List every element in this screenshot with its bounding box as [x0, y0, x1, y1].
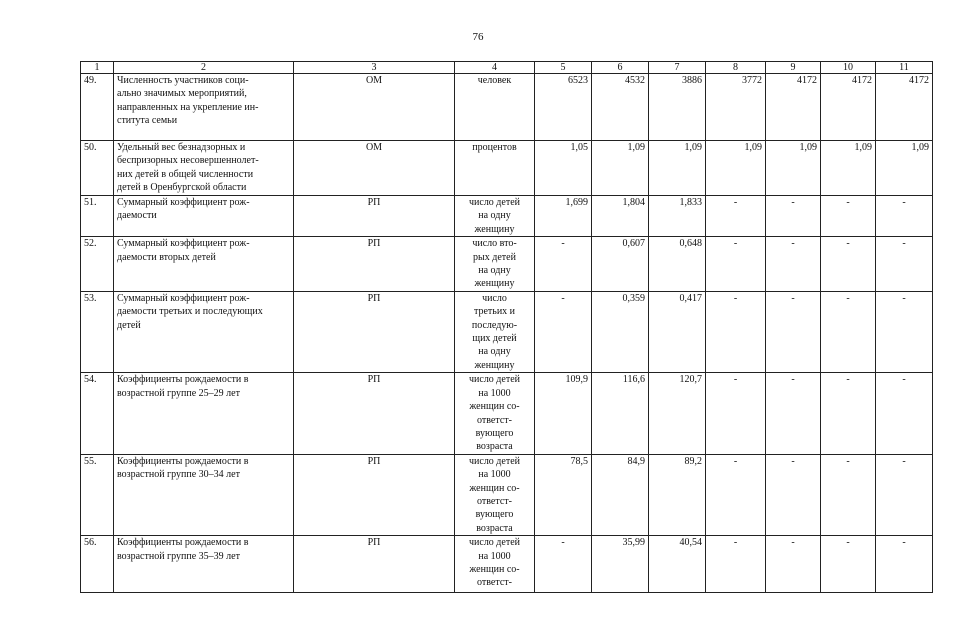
unit-line: на 1000 [478, 469, 511, 481]
indicator-name-line: Коэффициенты рождаемости в [117, 537, 249, 549]
indicator-name-cell [114, 291, 294, 372]
column-header: 1 [81, 62, 114, 74]
value-cell-9: 1,09 [766, 141, 821, 196]
value-cell-6: 84,9 [592, 454, 649, 535]
unit-line: на одну [478, 346, 511, 358]
unit-line: число вто- [472, 238, 517, 250]
unit-line: на 1000 [478, 387, 511, 399]
source-cell: РП [294, 373, 455, 454]
indicator-name-line: возрастной группе 25–29 лет [117, 387, 240, 399]
value-cell-11: - [876, 291, 933, 372]
value-cell-10: - [821, 196, 876, 237]
table-body [81, 74, 933, 593]
indicator-name-cell [114, 141, 294, 196]
value-cell-7: 1,833 [649, 196, 706, 237]
value-cell-7: 0,648 [649, 237, 706, 292]
unit-cell [455, 74, 535, 141]
unit-cell [455, 237, 535, 292]
table-row [81, 141, 933, 196]
indicator-name-cell [114, 237, 294, 292]
unit-line: ответст- [477, 495, 512, 507]
value-cell-5: - [535, 536, 592, 593]
unit-line: женщину [474, 278, 515, 290]
source-cell: ОМ [294, 141, 455, 196]
value-cell-5: - [535, 291, 592, 372]
value-cell-11: - [876, 237, 933, 292]
value-cell-8: - [706, 373, 766, 454]
unit-line: рых детей [473, 251, 516, 263]
indicator-name-line: Суммарный коэффициент рож- [117, 292, 250, 304]
indicator-name-cell [114, 454, 294, 535]
unit-line: третьих и [473, 306, 516, 318]
value-cell-5: 6523 [535, 74, 592, 141]
value-cell-11: 1,09 [876, 141, 933, 196]
table-row [81, 74, 933, 141]
row-number-cell: 54. [81, 373, 114, 454]
value-cell-6: 0,359 [592, 291, 649, 372]
value-cell-7: 120,7 [649, 373, 706, 454]
indicator-name-line: Удельный вес безнадзорных и [117, 142, 246, 153]
value-cell-8: 3772 [706, 74, 766, 141]
indicator-name-cell [114, 74, 294, 141]
column-header: 10 [821, 62, 876, 74]
value-cell-9: - [766, 196, 821, 237]
value-cell-7: 1,09 [649, 141, 706, 196]
indicator-name-line: Суммарный коэффициент рож- [117, 197, 250, 208]
value-cell-9: - [766, 373, 821, 454]
value-cell-8: - [706, 454, 766, 535]
value-cell-6: 0,607 [592, 237, 649, 292]
unit-line: женщину [474, 359, 515, 371]
value-cell-5: 78,5 [535, 454, 592, 535]
value-cell-10: - [821, 536, 876, 593]
table-row [81, 373, 933, 454]
value-cell-6: 1,804 [592, 196, 649, 237]
indicator-name-line: ально значимых мероприятий, [117, 88, 247, 100]
unit-line: число детей [469, 537, 520, 549]
value-cell-6: 35,99 [592, 536, 649, 593]
unit-cell [455, 291, 535, 372]
source-cell: РП [294, 536, 455, 593]
value-cell-11: 4172 [876, 74, 933, 141]
unit-line: число детей [469, 374, 520, 386]
table-row [81, 237, 933, 292]
value-cell-11: - [876, 454, 933, 535]
source-cell: РП [294, 237, 455, 292]
unit-cell [455, 373, 535, 454]
indicator-name-line: детей в Оренбургской области [117, 182, 247, 194]
unit-cell [455, 196, 535, 237]
value-cell-5: 109,9 [535, 373, 592, 454]
indicators-table [80, 61, 933, 593]
value-cell-10: 4172 [821, 74, 876, 141]
unit-cell [455, 536, 535, 593]
unit-line: на 1000 [478, 550, 511, 562]
unit-line: человек [477, 75, 512, 86]
unit-line: женщин со- [469, 563, 520, 575]
value-cell-8: - [706, 536, 766, 593]
table-row [81, 536, 933, 593]
header-row [81, 62, 933, 74]
value-cell-8: 1,09 [706, 141, 766, 196]
column-header: 6 [592, 62, 649, 74]
indicator-name-line: Численность участников соци- [117, 75, 249, 86]
unit-line: возраста [476, 441, 513, 453]
indicator-name-line: Коэффициенты рождаемости в [117, 455, 249, 467]
value-cell-10: 1,09 [821, 141, 876, 196]
row-number-cell: 55. [81, 454, 114, 535]
unit-line: число [482, 292, 507, 304]
column-header: 2 [114, 62, 294, 74]
unit-line: вующего [475, 509, 514, 521]
column-header: 5 [535, 62, 592, 74]
unit-line: ответст- [477, 577, 512, 589]
source-cell: РП [294, 196, 455, 237]
indicator-name-line: детей [117, 319, 141, 331]
column-header: 7 [649, 62, 706, 74]
value-cell-8: - [706, 196, 766, 237]
indicator-name-line: даемости [117, 210, 157, 222]
value-cell-9: 4172 [766, 74, 821, 141]
column-header: 9 [766, 62, 821, 74]
value-cell-11: - [876, 373, 933, 454]
source-cell: РП [294, 454, 455, 535]
indicator-name-line: беспризорных несовершеннолет- [117, 155, 259, 167]
indicator-name-line: ститута семьи [117, 115, 178, 127]
unit-line: женщин со- [469, 401, 520, 413]
value-cell-11: - [876, 536, 933, 593]
source-cell: ОМ [294, 74, 455, 141]
value-cell-7: 3886 [649, 74, 706, 141]
value-cell-5: 1,699 [535, 196, 592, 237]
value-cell-7: 89,2 [649, 454, 706, 535]
value-cell-6: 1,09 [592, 141, 649, 196]
unit-line: процентов [472, 142, 517, 153]
unit-cell [455, 141, 535, 196]
indicator-name-cell [114, 373, 294, 454]
value-cell-9: - [766, 454, 821, 535]
row-number-cell: 50. [81, 141, 114, 196]
row-number-cell: 56. [81, 536, 114, 593]
unit-line: женщину [474, 223, 515, 235]
indicator-name-line: них детей в общей численности [117, 168, 254, 180]
unit-line: число детей [469, 197, 520, 208]
unit-line: последую- [471, 319, 518, 331]
unit-line: возраста [476, 522, 513, 534]
indicator-name-line: возрастной группе 35–39 лет [117, 550, 240, 562]
column-header: 4 [455, 62, 535, 74]
unit-cell [455, 454, 535, 535]
unit-line: на одну [478, 210, 511, 222]
row-number-cell: 49. [81, 74, 114, 141]
value-cell-10: - [821, 373, 876, 454]
source-cell: РП [294, 291, 455, 372]
row-number-cell: 53. [81, 291, 114, 372]
value-cell-9: - [766, 536, 821, 593]
unit-line: на одну [478, 265, 511, 277]
column-header: 3 [294, 62, 455, 74]
unit-line: число детей [469, 455, 520, 467]
indicator-name-line: Суммарный коэффициент рож- [117, 238, 250, 250]
value-cell-7: 40,54 [649, 536, 706, 593]
table-row [81, 196, 933, 237]
row-number-cell: 52. [81, 237, 114, 292]
value-cell-10: - [821, 237, 876, 292]
value-cell-8: - [706, 237, 766, 292]
indicator-name-cell [114, 536, 294, 593]
value-cell-8: - [706, 291, 766, 372]
indicator-name-line: даемости третьих и последующих [117, 306, 263, 318]
value-cell-5: 1,05 [535, 141, 592, 196]
column-header: 11 [876, 62, 933, 74]
value-cell-10: - [821, 291, 876, 372]
unit-line: женщин со- [469, 482, 520, 494]
row-number-cell: 51. [81, 196, 114, 237]
value-cell-6: 116,6 [592, 373, 649, 454]
value-cell-5: - [535, 237, 592, 292]
value-cell-9: - [766, 237, 821, 292]
indicator-name-line: даемости вторых детей [117, 251, 216, 263]
indicator-name-line: Коэффициенты рождаемости в [117, 374, 249, 386]
indicator-name-cell [114, 196, 294, 237]
unit-line: щих детей [472, 333, 517, 345]
indicator-name-line: возрастной группе 30–34 лет [117, 469, 240, 481]
value-cell-10: - [821, 454, 876, 535]
indicator-name-line: направленных на укрепление ин- [117, 101, 259, 113]
table-row [81, 454, 933, 535]
value-cell-11: - [876, 196, 933, 237]
value-cell-7: 0,417 [649, 291, 706, 372]
value-cell-9: - [766, 291, 821, 372]
unit-line: вующего [475, 427, 514, 439]
page-number: 76 [472, 31, 484, 43]
value-cell-6: 4532 [592, 74, 649, 141]
column-header: 8 [706, 62, 766, 74]
unit-line: ответст- [477, 414, 512, 426]
table-row [81, 291, 933, 372]
